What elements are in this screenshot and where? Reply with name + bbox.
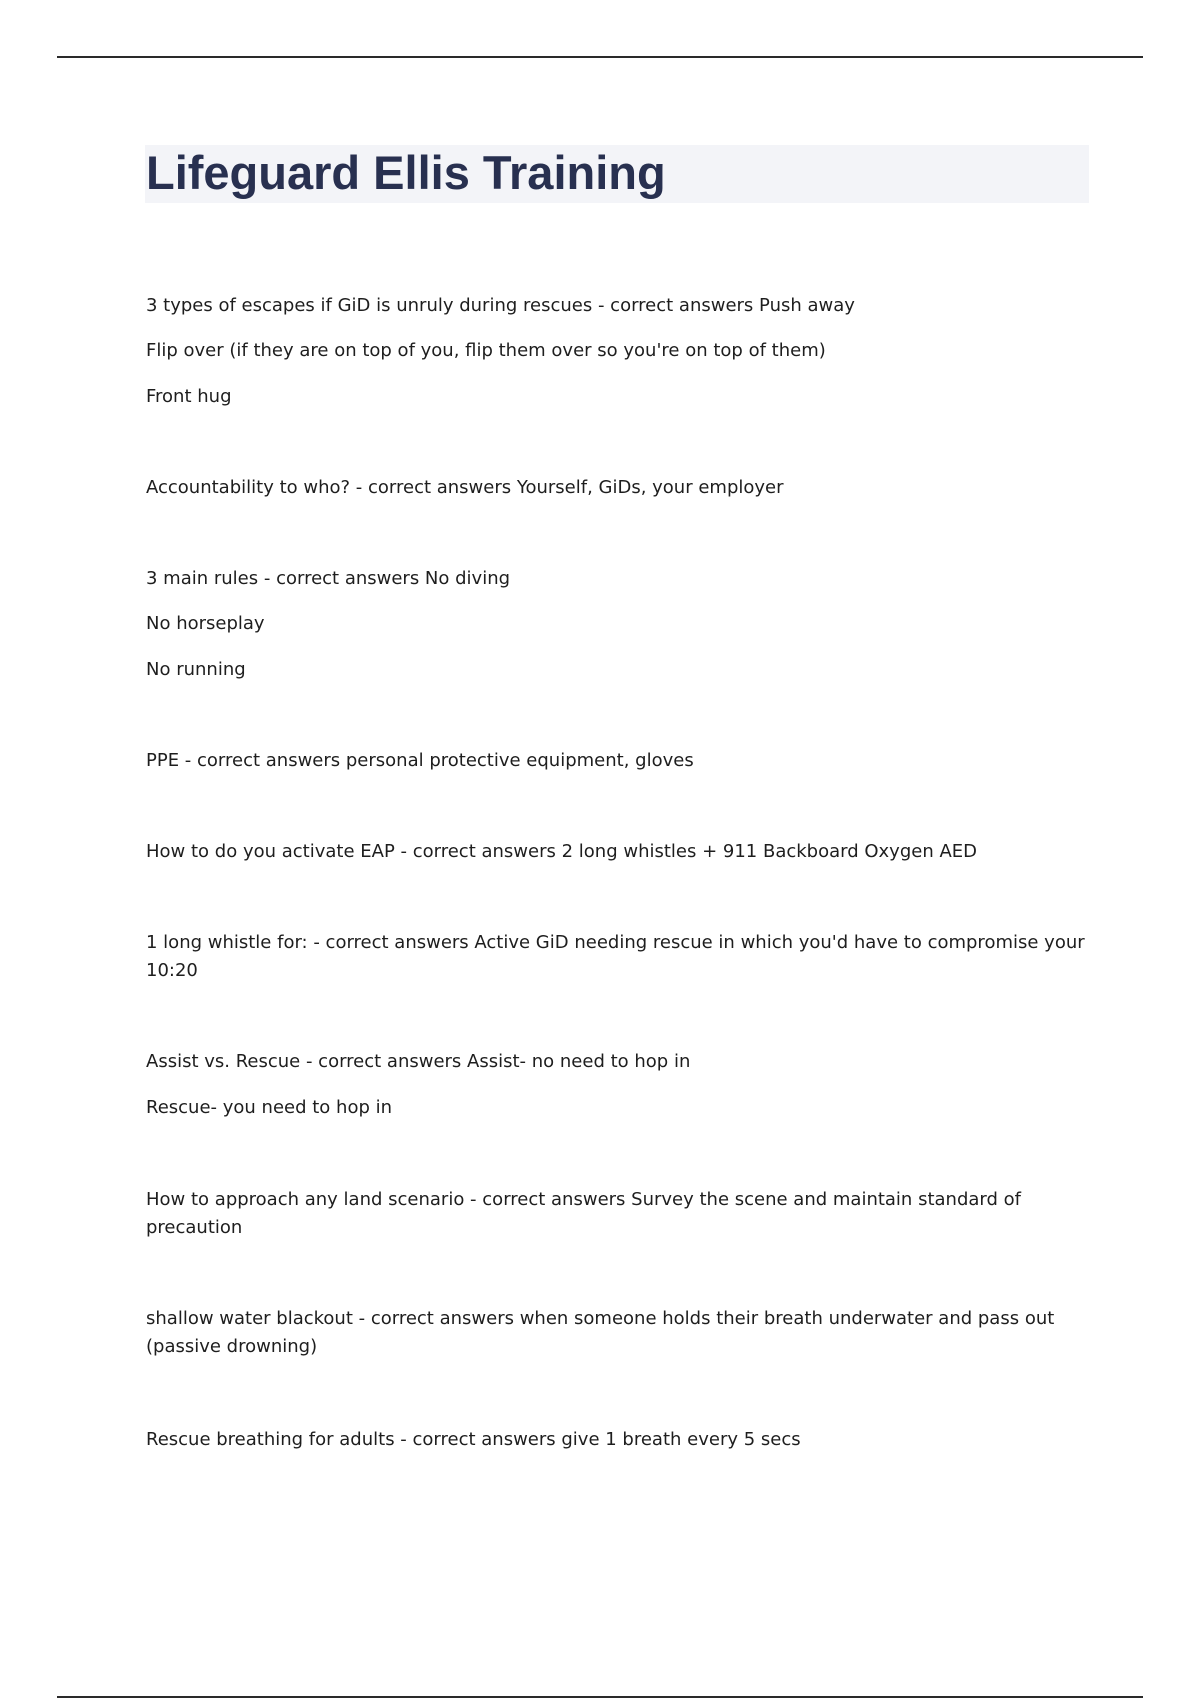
bottom-rule [57, 1696, 1143, 1698]
card-8-line-1: How to approach any land scenario - correct answers Survey the scene and maintain standard of precaution [146, 1189, 1021, 1238]
card-7-line-1: Assist vs. Rescue - correct answers Assist- no need to hop in [146, 1051, 691, 1072]
card-3-line-2: No horseplay [146, 613, 265, 634]
card-10-line-1: Rescue breathing for adults - correct answers give 1 breath every 5 secs [146, 1429, 801, 1450]
card-1-line-2: Flip over (if they are on top of you, flip them over so you're on top of them) [146, 340, 826, 361]
document-title: Lifeguard Ellis Training [146, 146, 666, 199]
card-6-line-1: 1 long whistle for: - correct answers Active GiD needing rescue in which you'd have to compromise your 10:20 [146, 932, 1085, 981]
card-9-line-1: shallow water blackout - correct answers when someone holds their breath underwater and pass out (passive drowning) [146, 1308, 1055, 1357]
card-2-line-1: Accountability to who? - correct answers Yourself, GiDs, your employer [146, 477, 784, 498]
card-7-line-2: Rescue- you need to hop in [146, 1097, 393, 1118]
card-3-line-3: No running [146, 659, 246, 680]
top-rule [57, 56, 1143, 58]
card-5-line-1: How to do you activate EAP - correct answers 2 long whistles + 911 Backboard Oxygen AED [146, 841, 978, 862]
card-1-line-1: 3 types of escapes if GiD is unruly during rescues - correct answers Push away [146, 295, 855, 316]
card-1-line-3: Front hug [146, 386, 232, 407]
card-4-line-1: PPE - correct answers personal protective equipment, gloves [146, 750, 694, 771]
card-3-line-1: 3 main rules - correct answers No diving [146, 568, 511, 589]
